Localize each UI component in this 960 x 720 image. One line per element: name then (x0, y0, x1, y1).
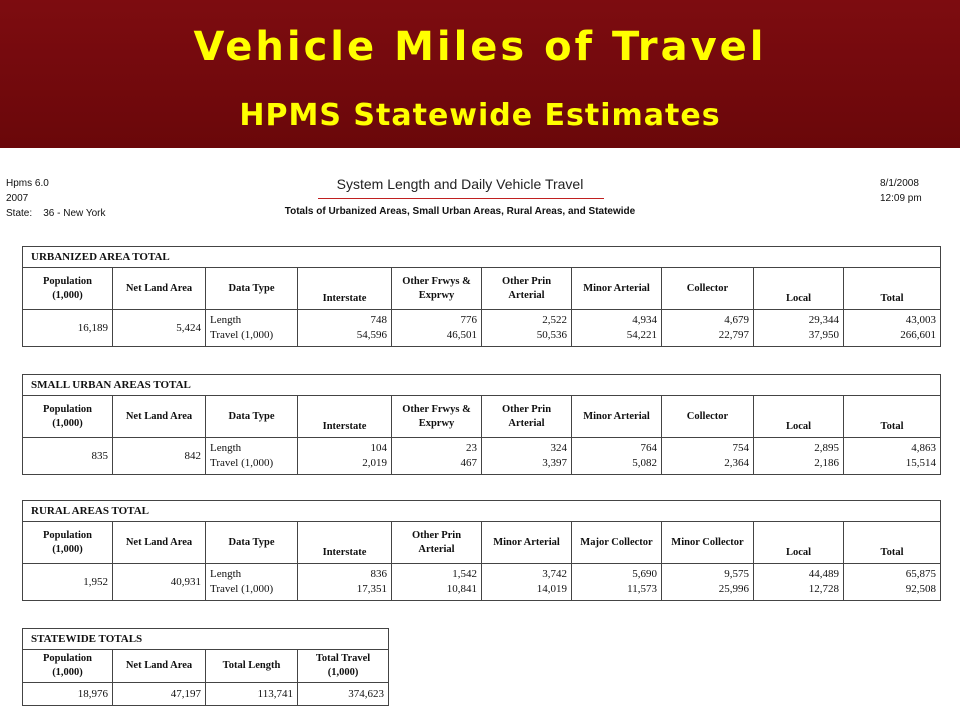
section-caption: SMALL URBAN AREAS TOTAL (23, 375, 941, 396)
population-value: 1,952 (23, 564, 113, 601)
travel-value: 467 (460, 457, 477, 469)
travel-value: 5,082 (632, 457, 657, 469)
travel-value: 10,841 (446, 583, 477, 595)
net-land-area-value: 5,424 (113, 310, 206, 347)
length-value: 754 (732, 442, 749, 454)
travel-value: 92,508 (905, 583, 937, 595)
population-value: 18,976 (23, 683, 113, 706)
travel-value: 12,728 (808, 583, 839, 595)
col-header-net-land-area: Net Land Area (113, 396, 206, 438)
col-header-minor-arterial: Minor Arterial (572, 396, 662, 438)
length-value: 1,542 (452, 568, 477, 580)
travel-value: 11,573 (627, 583, 657, 595)
length-value: 104 (370, 442, 387, 454)
col-header-net-land-area: Net Land Area (113, 522, 206, 564)
interstate-values (298, 310, 392, 347)
other-prin-arterial-values (392, 564, 482, 601)
travel-value: 15,514 (905, 457, 937, 469)
travel-value: 2,364 (724, 457, 749, 469)
col-header-population: Population (1,000) (23, 522, 113, 564)
travel-value: 54,221 (626, 329, 657, 341)
length-value: 9,575 (724, 568, 749, 580)
length-value: 5,690 (632, 568, 657, 580)
other-frwys-values (392, 310, 482, 347)
statewide-totals-table (22, 628, 389, 706)
length-value: 748 (370, 314, 387, 326)
report-time: 12:09 pm (880, 193, 922, 204)
col-header-other-frwys: Other Frwys & Exprwy (392, 268, 482, 310)
length-value: 2,522 (542, 314, 567, 326)
net-land-area-value: 47,197 (113, 683, 206, 706)
report-date: 8/1/2008 (880, 178, 919, 189)
travel-value: 2,019 (362, 457, 387, 469)
length-value: 65,875 (905, 568, 937, 580)
travel-value: 14,019 (536, 583, 567, 595)
small-urban-areas-table (22, 374, 941, 475)
col-header-minor-arterial: Minor Arterial (482, 522, 572, 564)
urbanized-area-table (22, 246, 941, 347)
data-type-cell (206, 310, 298, 347)
other-frwys-values (392, 438, 482, 475)
section-caption: URBANIZED AREA TOTAL (23, 247, 941, 268)
population-value: 835 (23, 438, 113, 475)
col-header-other-frwys: Other Frwys & Exprwy (392, 396, 482, 438)
length-value: 43,003 (905, 314, 937, 326)
report-title-rule (318, 198, 604, 199)
total-values (844, 564, 941, 601)
length-value: 2,895 (814, 442, 839, 454)
col-header-interstate: Interstate (298, 268, 392, 310)
col-header-collector: Collector (662, 268, 754, 310)
rural-areas-table (22, 500, 941, 601)
length-value: 44,489 (808, 568, 839, 580)
population-value: 16,189 (23, 310, 113, 347)
col-header-minor-arterial: Minor Arterial (572, 268, 662, 310)
col-header-other-prin-arterial: Other Prin Arterial (482, 396, 572, 438)
local-values (754, 310, 844, 347)
section-caption: RURAL AREAS TOTAL (23, 501, 941, 522)
col-header-major-collector: Major Collector (572, 522, 662, 564)
interstate-values (298, 564, 392, 601)
col-header-total: Total (844, 268, 941, 310)
travel-label: Travel (1,000) (210, 329, 274, 341)
other-prin-arterial-values (482, 310, 572, 347)
col-header-data-type: Data Type (206, 522, 298, 564)
travel-value: 25,996 (718, 583, 749, 595)
length-value: 4,863 (911, 442, 937, 454)
section-caption: STATEWIDE TOTALS (23, 629, 389, 650)
travel-value: 46,501 (446, 329, 477, 341)
data-type-cell (206, 564, 298, 601)
slide-subtitle: HPMS Statewide Estimates (239, 98, 721, 133)
col-header-local: Local (754, 522, 844, 564)
col-header-population: Population (1,000) (23, 650, 113, 683)
col-header-net-land-area: Net Land Area (113, 268, 206, 310)
col-header-total: Total (844, 522, 941, 564)
travel-label: Travel (1,000) (210, 583, 274, 595)
col-header-minor-collector: Minor Collector (662, 522, 754, 564)
total-travel-value: 374,623 (298, 683, 389, 706)
travel-value: 50,536 (536, 329, 567, 341)
minor-arterial-values (572, 438, 662, 475)
col-header-data-type: Data Type (206, 268, 298, 310)
col-header-local: Local (754, 396, 844, 438)
travel-value: 266,601 (900, 329, 937, 341)
report-state: State: 36 - New York (6, 208, 106, 219)
col-header-total: Total (844, 396, 941, 438)
col-header-population: Population (1,000) (23, 268, 113, 310)
length-value: 4,679 (724, 314, 749, 326)
minor-collector-values (662, 564, 754, 601)
col-header-other-prin-arterial: Other Prin Arterial (392, 522, 482, 564)
length-label: Length (210, 442, 242, 454)
software-version: Hpms 6.0 (6, 178, 49, 189)
minor-arterial-values (482, 564, 572, 601)
report-title: System Length and Daily Vehicle Travel (336, 176, 584, 192)
report-year: 2007 (6, 193, 29, 204)
col-header-population: Population (1,000) (23, 396, 113, 438)
col-header-other-prin-arterial: Other Prin Arterial (482, 268, 572, 310)
col-header-net-land-area: Net Land Area (113, 650, 206, 683)
length-value: 23 (466, 442, 477, 454)
minor-arterial-values (572, 310, 662, 347)
travel-label: Travel (1,000) (210, 457, 274, 469)
col-header-local: Local (754, 268, 844, 310)
total-length-value: 113,741 (206, 683, 298, 706)
col-header-total-length: Total Length (206, 650, 298, 683)
length-value: 29,344 (808, 314, 839, 326)
slide-title: Vehicle Miles of Travel (193, 24, 767, 70)
length-value: 3,742 (542, 568, 567, 580)
report-subtitle: Totals of Urbanized Areas, Small Urban Areas, Rural Areas, and Statewide (284, 206, 636, 217)
interstate-values (298, 438, 392, 475)
col-header-total-travel: Total Travel (1,000) (298, 650, 389, 683)
major-collector-values (572, 564, 662, 601)
other-prin-arterial-values (482, 438, 572, 475)
length-value: 4,934 (632, 314, 657, 326)
collector-values (662, 438, 754, 475)
length-value: 776 (460, 314, 477, 326)
net-land-area-value: 40,931 (113, 564, 206, 601)
net-land-area-value: 842 (113, 438, 206, 475)
length-value: 324 (550, 442, 567, 454)
local-values (754, 564, 844, 601)
total-values (844, 310, 941, 347)
local-values (754, 438, 844, 475)
length-label: Length (210, 314, 242, 326)
travel-value: 54,596 (356, 329, 387, 341)
travel-value: 22,797 (718, 329, 749, 341)
travel-value: 17,351 (356, 583, 387, 595)
col-header-interstate: Interstate (298, 396, 392, 438)
col-header-collector: Collector (662, 396, 754, 438)
data-type-cell (206, 438, 298, 475)
travel-value: 37,950 (808, 329, 839, 341)
length-label: Length (210, 568, 242, 580)
length-value: 764 (640, 442, 657, 454)
col-header-interstate: Interstate (298, 522, 392, 564)
length-value: 836 (370, 568, 387, 580)
col-header-data-type: Data Type (206, 396, 298, 438)
collector-values (662, 310, 754, 347)
travel-value: 3,397 (542, 457, 567, 469)
travel-value: 2,186 (814, 457, 839, 469)
total-values (844, 438, 941, 475)
